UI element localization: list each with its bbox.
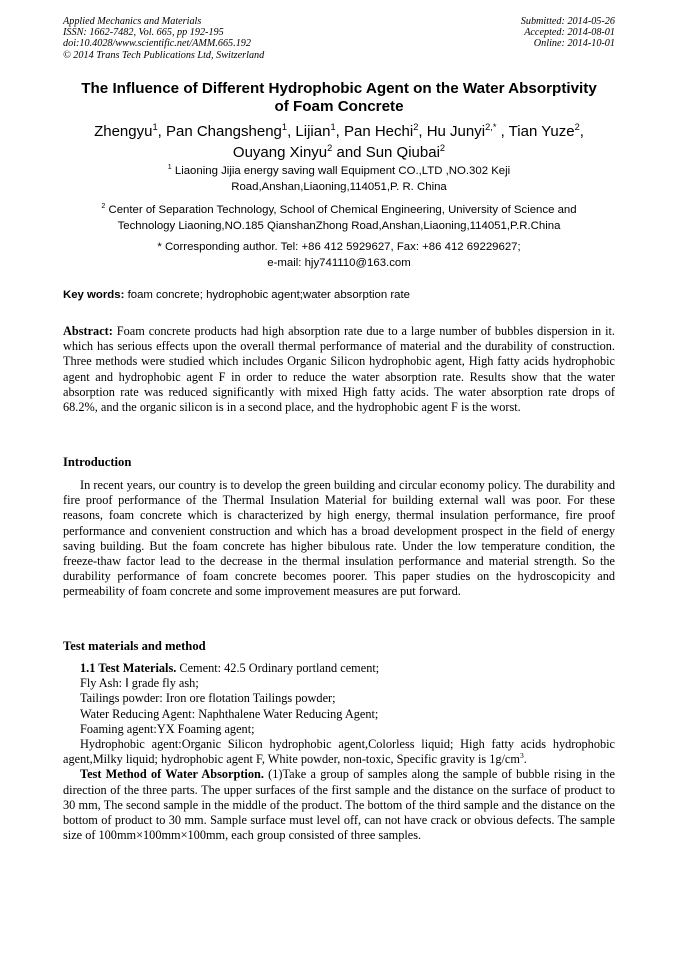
keywords-text: foam concrete; hydrophobic agent;water absorption rate xyxy=(124,289,410,301)
materials-first-line: 1.1 Test Materials. Cement: 42.5 Ordinary portland cement; xyxy=(80,661,380,675)
author-affil-mark: 1 xyxy=(152,122,158,132)
method-label: Test Method of Water Absorption. xyxy=(80,767,264,782)
author-affil-mark: 1 xyxy=(330,122,336,132)
journal-info xyxy=(63,16,264,61)
online-date: Online: 2014-10-01 xyxy=(533,38,615,50)
author-name: Tian Yuze xyxy=(508,123,575,140)
title-line-1: The Influence of Different Hydrophobic Agent on the Water Absorptivity xyxy=(81,80,597,97)
test-section-heading: Test materials and method xyxy=(63,639,206,653)
method-text: (1)Take a group of samples along the sample of bubble rising in the direction of the three parts. The upper surfaces of the first sample and the distance on the surface of product to 30 mm, The second sample in the middle of the product. The bottom of the third sample and the distance on the bottom of product to 30 mm. Sample surface must level off, can not have crack or obvious defects. The sample size of 100mm×100mm×100mm, each group consisted of three samples. xyxy=(63,767,615,843)
introduction-text: In recent years, our country is to develop the green building and circular economy policy. The durability and fire proof performance of the Thermal Insulation Material for building external wall was poor. For these reasons, foam concrete which is characterized by high energy, thermal insulation performance, fire proof performance and convenient construction and which has a broad development prospect in the field of energy saving building. But the foam concrete has higher bibulous rate. Under the low temperature condition, the freeze-thaw factor lead to the decrease in the thermal insulation performance and material strength. So the durability performance of foam concrete becomes poorer. This paper studies on the hydroscopicity and permeability of foam concrete and some improvement measures are put forward. xyxy=(63,478,615,599)
publication-dates xyxy=(521,16,615,50)
author-affil-mark: 1 xyxy=(281,122,288,132)
affiliation-number: 2 xyxy=(101,203,106,211)
abstract xyxy=(63,324,615,415)
test-materials xyxy=(63,661,615,843)
author-affil-mark: 2 xyxy=(413,122,419,132)
abstract-text: Foam concrete products had high absorption rate due to a large number of bubbles dispersion in it. which has serious effects upon the overall thermal performance of material and the durability of construction. Three methods were studied which includes Organic Silicon hydrophobic agent, High fatty acids hydrophobic agent and hydrophobic agent F in order to reduce the water absorption rate. Results show that the water absorption rate was reduced significantly with mixed High fatty acids. The water absorption rate drops of 68.2%, and the organic silicon is in a second place, and the hydrophobic agent F is the worst. xyxy=(63,324,615,415)
issn-line: ISSN: 1662-7482, Vol. 665, pp 192-195 xyxy=(63,27,224,39)
author-name: Sun Qiubai xyxy=(365,144,440,161)
affiliation-number: 1 xyxy=(167,164,172,172)
author-affil-mark: 2 xyxy=(327,143,333,153)
paper-title xyxy=(40,80,638,116)
author-line-1: Zhengyu$^1$, Pan Changsheng$^1$, Lijian$^1$, Pan Hechi$^2$, Hu Junyi$^{2,*}$ , Tian Yuze$^2$, xyxy=(94,122,584,140)
copyright-line: © 2014 Trans Tech Publications Ltd, Switzerland xyxy=(63,49,265,61)
title-line-2: of Foam Concrete xyxy=(274,98,404,115)
journal-name: Applied Mechanics and Materials xyxy=(63,16,202,27)
author-affil-mark: 2 xyxy=(439,143,446,153)
author-list xyxy=(40,121,638,163)
author-affil-mark: 2,* xyxy=(485,122,497,132)
hydrophobic-agents: Hydrophobic agent:Organic Silicon hydrophobic agent,Colorless liquid; High fatty acids hydrophobic agent,Milky liquid; hydrophobic agent F, White powder, non-toxic, Specific gravity is $1g/cm^3$. xyxy=(63,737,615,767)
introduction-heading: Introduction xyxy=(63,455,132,469)
author-name: Hu Junyi xyxy=(426,123,486,140)
author-affil-mark: 2 xyxy=(574,122,580,132)
author-name: Pan Hechi xyxy=(343,123,414,140)
affiliation-1: $^1$ Liaoning Jijia energy saving wall Equipment CO.,LTD ,NO.302 Keji Road,Anshan,Liaoning,114051,P. R. China xyxy=(167,164,511,193)
author-line-2: Ouyang Xinyu$^2$ and Sun Qiubai$^2$ xyxy=(232,143,446,161)
corresponding-author: * Corresponding author. Tel: +86 412 5929627, Fax: +86 412 69229627; e-mail: hjy741110@163.com xyxy=(40,240,638,271)
author-name: Zhengyu xyxy=(94,123,153,140)
material-item: Fly Ash: Ⅰ grade fly ash; xyxy=(80,676,199,691)
affiliation-2: $^2$ Center of Separation Technology, School of Chemical Engineering, University of Science and Technology Liaoning,NO.185 QianshanZhong Road,Anshan,Liaoning,114051,P.R.China xyxy=(101,203,577,232)
test-method xyxy=(63,767,615,843)
keywords xyxy=(63,288,615,303)
keywords-label: Key words: xyxy=(63,289,125,301)
material-item: Water Reducing Agent: Naphthalene Water Reducing Agent; xyxy=(80,706,379,721)
author-name: Lijian xyxy=(295,123,331,140)
submitted-date: Submitted: 2014-05-26 xyxy=(520,16,615,27)
materials-label: 1.1 Test Materials. xyxy=(80,661,177,675)
author-name: Pan Changsheng xyxy=(165,123,282,140)
author-name: Ouyang Xinyu xyxy=(232,144,328,161)
doi-line: doi:10.4028/www.scientific.net/AMM.665.192 xyxy=(63,38,251,50)
abstract-label: Abstract: xyxy=(63,324,113,338)
material-item: Foaming agent:YX Foaming agent; xyxy=(80,721,255,736)
accepted-date: Accepted: 2014-08-01 xyxy=(524,27,615,39)
material-item: Tailings powder: Iron ore flotation Tailings powder; xyxy=(80,691,336,706)
contact-email: e-mail: hjy741110@163.com xyxy=(267,256,411,269)
